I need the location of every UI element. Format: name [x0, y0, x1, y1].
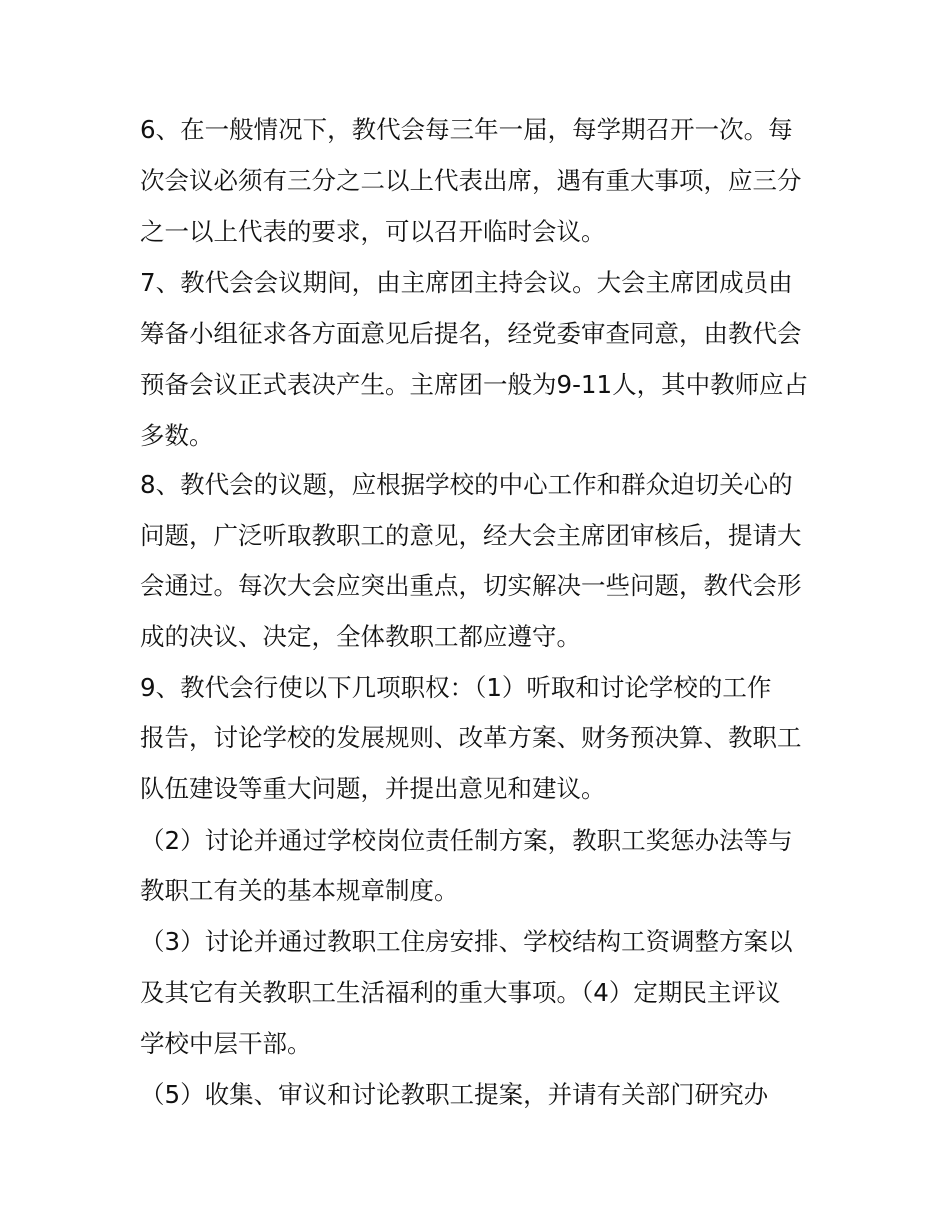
text-line: 学校中层干部。	[140, 1029, 312, 1058]
text-line: 会通过。每次大会应突出重点，切实解决一些问题，教代会形	[140, 571, 802, 600]
text-line: 预备会议正式表决产生。主席团一般为9-11人，其中教师应占	[140, 370, 809, 399]
text-line: 教职工有关的基本规章制度。	[140, 876, 459, 905]
text-line: 报告，讨论学校的发展规则、改革方案、财务预决算、教职工	[140, 723, 802, 752]
text-line: 之一以上代表的要求，可以召开临时会议。	[140, 217, 606, 246]
text-line: 6、在一般情况下，教代会每三年一届，每学期召开一次。每	[140, 115, 793, 144]
text-line: 次会议必须有三分之二以上代表出席，遇有重大事项，应三分	[140, 166, 802, 195]
text-line: 成的决议、决定，全体教职工都应遵守。	[140, 622, 581, 651]
text-line: 多数。	[140, 421, 214, 450]
text-line: 9、教代会行使以下几项职权：（1）听取和讨论学校的工作	[140, 673, 772, 702]
text-line: 及其它有关教职工生活福利的重大事项。（4）定期民主评议	[140, 978, 781, 1007]
text-line: （3）讨论并通过教职工住房安排、学校结构工资调整方案以	[140, 927, 793, 956]
text-line: （5）收集、审议和讨论教职工提案，并请有关部门研究办	[140, 1080, 769, 1109]
text-line: （2）讨论并通过学校岗位责任制方案，教职工奖惩办法等与	[140, 826, 793, 855]
text-line: 筹备小组征求各方面意见后提名，经党委审查同意，由教代会	[140, 319, 802, 348]
text-line: 问题，广泛听取教职工的意见，经大会主席团审核后，提请大	[140, 521, 802, 550]
text-line: 8、教代会的议题，应根据学校的中心工作和群众迫切关心的	[140, 470, 793, 499]
text-line: 队伍建设等重大问题，并提出意见和建议。	[140, 774, 606, 803]
text-line: 7、教代会会议期间，由主席团主持会议。大会主席团成员由	[140, 268, 793, 297]
